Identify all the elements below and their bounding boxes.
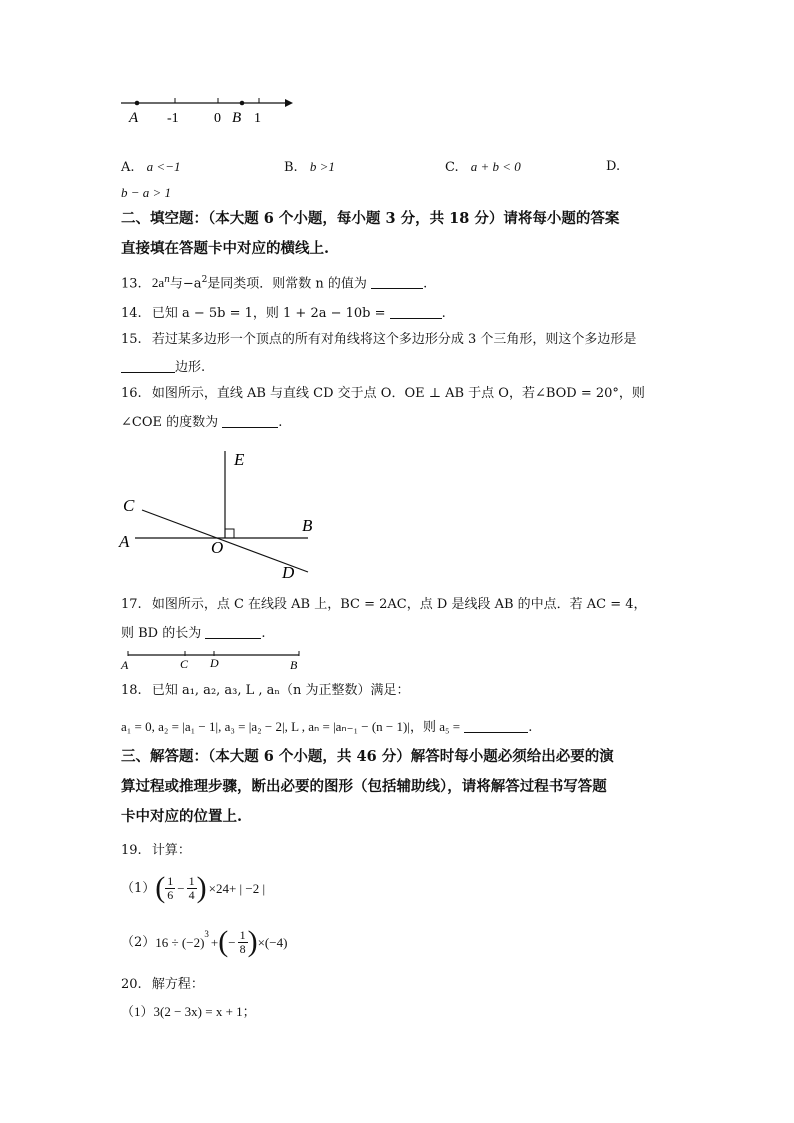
option-a — [121, 160, 180, 174]
q19-p2-minus: − — [228, 934, 236, 950]
q13-sup1: n — [164, 275, 170, 285]
q19-p2-tail: ×(−4) — [257, 934, 288, 950]
question-17-line1 — [121, 598, 647, 611]
q14-end: . — [441, 306, 446, 321]
question-17-line2 — [121, 626, 266, 640]
question-15-line2 — [121, 360, 205, 374]
q19-part2 — [121, 924, 287, 960]
right-angle-mark — [225, 529, 234, 538]
q19-p2-plus: + — [210, 934, 219, 950]
q13-sup2: 2 — [201, 275, 208, 285]
point-a-dot — [135, 101, 140, 106]
q19-p1-frac1-den: 6 — [167, 887, 174, 902]
q19-p2-rparen-icon: ) — [247, 925, 258, 958]
q17-number: 17. — [121, 597, 142, 612]
number-line-arrow — [285, 99, 293, 107]
option-a-expr: a <−1 — [146, 159, 181, 174]
q19-p2-frac — [238, 929, 248, 955]
q13-number: 13. — [121, 276, 142, 292]
q13-mid: 与−a — [169, 276, 202, 292]
option-b-letter: B. — [284, 160, 298, 175]
question-19-title — [121, 844, 191, 857]
label-o: O — [211, 538, 224, 557]
q19-p1-tail: ×24+ | −2 | — [208, 880, 266, 896]
q13-post: 是同类项．则常数 n 的值为 — [207, 276, 367, 292]
q19-p1-frac2-num: 1 — [188, 873, 195, 888]
q19-title: 计算： — [151, 843, 191, 858]
option-c — [445, 160, 521, 174]
q19-p2-frac-den: 8 — [239, 941, 246, 956]
section2-heading-line1: 二、填空题：（本大题 6 个小题，每小题 3 分，共 18 分）请将每小题的答案 — [121, 210, 620, 227]
q19-p1-frac1-num: 1 — [167, 873, 174, 888]
q17-end: . — [261, 626, 266, 641]
label-c-fig17: C — [180, 657, 189, 671]
q20-title: 解方程： — [151, 977, 204, 992]
q20-number: 20. — [121, 977, 142, 992]
q18-line1: 已知 a₁, a₂, a₃, L , aₙ（n 为正整数）满足： — [151, 683, 410, 698]
number-line-figure — [115, 88, 305, 128]
label-d: D — [282, 563, 295, 582]
question-20-title — [121, 978, 204, 991]
question-13 — [121, 276, 427, 290]
q15-line2-end: 边形. — [175, 360, 206, 375]
section2-heading-line2: 直接填在答题卡中对应的横线上. — [121, 240, 330, 257]
q13-end: . — [423, 276, 428, 292]
section3-heading-line1: 三、解答题：（本大题 6 个小题，共 46 分）解答时每小题必须给出必要的演 — [121, 748, 614, 765]
figure-17 — [118, 648, 308, 672]
q16-number: 16. — [121, 386, 142, 401]
label-c: C — [123, 496, 135, 515]
label-b-fig16: B — [302, 516, 313, 535]
q17-answer-blank[interactable] — [205, 626, 261, 639]
q19-number: 19. — [121, 843, 142, 858]
option-c-letter: C. — [445, 160, 459, 175]
option-b — [284, 160, 335, 174]
q19-p2-exp: 3 — [204, 929, 209, 939]
label-neg1: -1 — [167, 111, 179, 126]
label-d-fig17: D — [210, 656, 219, 670]
question-18-line2 — [121, 720, 532, 734]
q19-p1-label: （1） — [121, 880, 156, 896]
q16-line1: 如图所示，直线 AB 与直线 CD 交于点 O．OE ⊥ AB 于点 O，若∠BOD = 20°，则 — [151, 386, 645, 401]
question-14 — [121, 306, 446, 320]
q18-line2: a₁ = 0, a₂ = |a₁ − 1|, a₃ = |a₂ − 2|, L , aₙ = |aₙ₋₁ − (n − 1)|，则 a₅ = — [121, 719, 461, 734]
q19-p1-frac2 — [187, 875, 197, 901]
q15-answer-blank[interactable] — [121, 360, 175, 373]
question-18-line1 — [121, 684, 410, 697]
q19-p1-rparen-icon: ) — [196, 871, 207, 904]
label-b: B — [232, 110, 242, 126]
q17-line2: 则 BD 的长为 — [121, 626, 202, 641]
q18-end: . — [528, 720, 533, 735]
q19-p2-lparen-icon: ( — [218, 925, 229, 958]
label-a: A — [129, 110, 139, 126]
point-b-dot — [240, 101, 245, 106]
q19-p2-label: （2） — [121, 934, 156, 950]
option-c-expr: a + b < 0 — [470, 159, 521, 174]
q20-part1: （1）3(2 − 3x) = x + 1； — [121, 1004, 256, 1019]
q19-p1-frac2-den: 4 — [188, 887, 195, 902]
q16-answer-blank[interactable] — [222, 415, 278, 428]
q14-text: 已知 a − 5b = 1，则 1 + 2a − 10b = — [151, 306, 386, 321]
q16-line2: ∠COE 的度数为 — [121, 415, 219, 430]
q19-p1-frac1 — [165, 875, 175, 901]
q16-end: . — [278, 415, 283, 430]
section3-heading-line2: 算过程或推理步骤，断出必要的图形（包括辅助线），请将解答过程书写答题 — [121, 778, 607, 795]
label-e: E — [234, 450, 245, 469]
option-a-letter: A. — [121, 160, 135, 175]
q19-p2-frac-num: 1 — [239, 927, 246, 942]
label-b-fig17: B — [290, 658, 298, 672]
q19-part1 — [121, 870, 265, 906]
label-1: 1 — [254, 111, 261, 126]
q14-number: 14. — [121, 306, 142, 321]
label-0: 0 — [214, 111, 221, 126]
q19-p1-minus: − — [177, 880, 185, 896]
q13-term1: 2a — [151, 275, 165, 291]
option-b-expr: b >1 — [309, 159, 335, 174]
q18-number: 18. — [121, 683, 142, 698]
question-16-line2 — [121, 415, 282, 429]
q19-p2-head: 16 ÷ (−2) — [155, 934, 205, 950]
section3-heading-line3: 卡中对应的位置上. — [121, 808, 243, 825]
q14-answer-blank[interactable] — [390, 306, 442, 319]
question-16-line1 — [121, 387, 645, 400]
figure-16 — [110, 443, 340, 588]
option-d-expr: b − a > 1 — [121, 185, 172, 200]
q15-line1: 若过某多边形一个顶点的所有对角线将这个多边形分成 3 个三角形，则这个多边形是 — [151, 332, 637, 347]
q13-answer-blank[interactable] — [371, 276, 423, 289]
label-a-fig17: A — [121, 658, 129, 672]
q19-p1-lparen-icon: ( — [155, 871, 166, 904]
question-15-line1 — [121, 333, 636, 346]
option-d-letter: D. — [606, 159, 621, 174]
q18-answer-blank[interactable] — [464, 720, 528, 733]
q15-number: 15. — [121, 332, 142, 347]
q17-line1: 如图所示，点 C 在线段 AB 上，BC = 2AC，点 D 是线段 AB 的中点．若 AC = 4， — [151, 597, 647, 612]
label-a-fig16: A — [119, 532, 130, 551]
